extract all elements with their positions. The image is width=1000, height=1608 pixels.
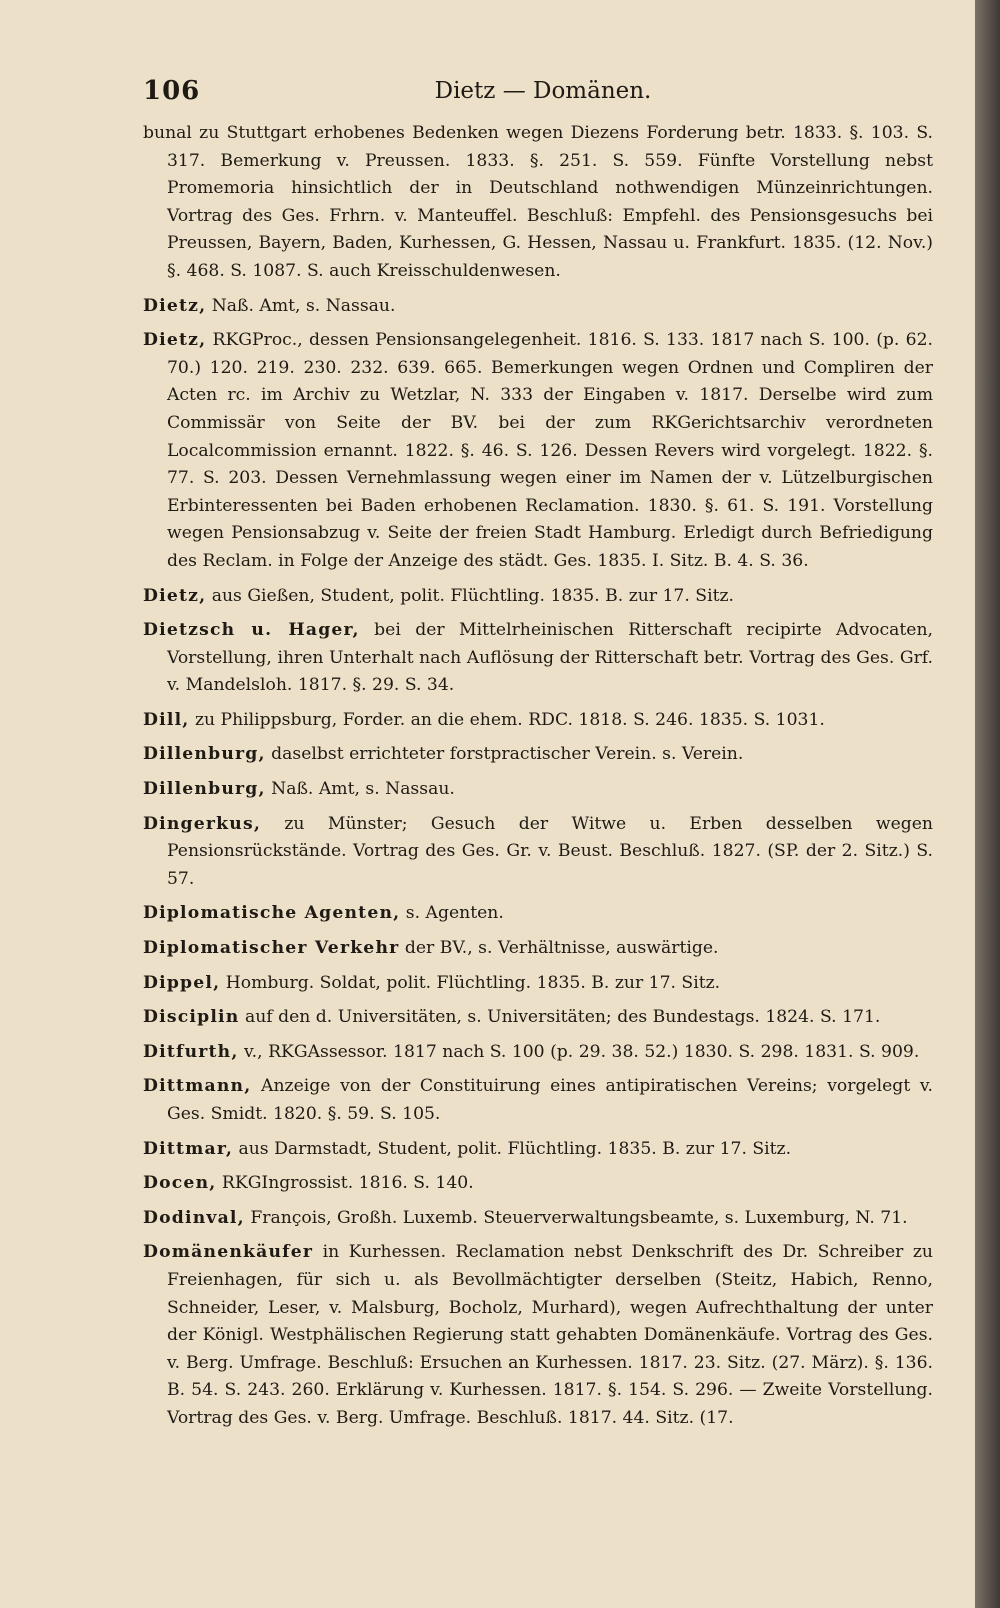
index-entry — [143, 811, 933, 894]
entry-text: Anzeige von der Constituirung eines antipiratischen Vereins; vorgelegt v. Ges. Smidt. 1820. §. 59. S. 105. — [167, 1076, 933, 1124]
index-entry — [143, 327, 933, 575]
entry-headword: Ditfurth, — [143, 1041, 239, 1062]
entry-text: bei der Mittelrheinischen Ritterschaft recipirte Advocaten, Vorstellung, ihren Unterhalt nach Auflösung der Ritterschaft betr. Vortrag des Ges. Grf. v. Mandelsloh. 1817. §. 29. S. 34. — [167, 620, 933, 696]
index-entries — [143, 120, 933, 1440]
page-header — [143, 70, 903, 110]
entry-headword: Dittmann, — [143, 1076, 252, 1097]
index-entry — [143, 617, 933, 700]
index-entry — [143, 120, 933, 286]
entry-headword: Diplomatische Agenten, — [143, 903, 401, 924]
entry-text: bunal zu Stuttgart erhobenes Bedenken wegen Diezens Forderung betr. 1833. §. 103. S. 317. Bemerkung v. Preussen. 1833. §. 251. S. 559. Fünfte Vorstellung nebst Promemoria hinsichtlich der in Deutschland nothwendigen Münzeinrichtungen. Vortrag des Ges. Frhrn. v. Manteuffel. Beschluß: Empfehl. des Pensionsgesuchs bei Preussen, Bayern, Baden, Kurhessen, G. Hessen, Nassau u. Frankfurt. 1835. (12. Nov.) §. 468. S. 1087. S. auch Kreisschuldenwesen. — [143, 123, 933, 281]
entry-headword: Dillenburg, — [143, 744, 266, 765]
index-entry — [143, 776, 933, 804]
index-entry — [143, 1205, 933, 1233]
index-entry — [143, 970, 933, 998]
index-entry — [143, 1136, 933, 1164]
page-edge-shadow — [975, 0, 1000, 1608]
entry-headword: Dietz, — [143, 585, 207, 606]
entry-text: zu Philippsburg, Forder. an die ehem. RDC. 1818. S. 246. 1835. S. 1031. — [189, 709, 825, 730]
entry-headword: Docen, — [143, 1173, 217, 1194]
entry-headword: Dillenburg, — [143, 779, 266, 800]
page-number: 106 — [143, 76, 201, 106]
entry-headword: Dittmar, — [143, 1138, 234, 1159]
entry-text: in Kurhessen. Reclamation nebst Denkschrift des Dr. Schreiber zu Freienhagen, für sich u. als Bevollmächtigter derselben (Steitz, Habich, Renno, Schneider, Leser, v. Malsburg, Bocholz, Murhard), wegen Aufrechthaltung der unter der Königl. Westphälischen Regierung statt gehabten Domänenkäufe. Vortrag des Ges. v. Berg. Umfrage. Beschluß: Ersuchen an Kurhessen. 1817. 23. Sitz. (27. März). §. 136. B. 54. S. 243. 260. Erklärung v. Kurhessen. 1817. §. 154. S. 296. — Zweite Vorstellung. Vortrag des Ges. v. Berg. Umfrage. Beschluß. 1817. 44. Sitz. (17. — [167, 1242, 933, 1428]
entry-text: aus Darmstadt, Student, polit. Flüchtling. 1835. B. zur 17. Sitz. — [233, 1138, 792, 1159]
entry-text: zu Münster; Gesuch der Witwe u. Erben desselben wegen Pensionsrückstände. Vortrag des Ges. Gr. v. Beust. Beschluß. 1827. (SP. der 2. Sitz.) S. 57. — [167, 813, 933, 889]
index-entry — [143, 1239, 933, 1432]
entry-headword: Dill, — [143, 709, 190, 730]
index-entry — [143, 900, 933, 928]
entry-headword: Dietzsch u. Hager, — [143, 620, 360, 641]
entry-text: v., RKGAssessor. 1817 nach S. 100 (p. 29. 38. 52.) 1830. S. 298. 1831. S. 909. — [238, 1041, 920, 1062]
entry-text: RKGProc., dessen Pensionsangelegenheit. 1816. S. 133. 1817 nach S. 100. (p. 62. 70.) 120. 219. 230. 232. 639. 665. Bemerkungen wegen Ordnen und Compliren der Acten rc. im Archiv zu Wetzlar, N. 333 der Eingaben v. 1817. Derselbe wird zum Commissär von Seite der BV. bei der zum RKGerichtsarchiv verordneten Localcommission ernannt. 1822. §. 46. S. 126. Dessen Revers wird vorgelegt. 1822. §. 77. S. 203. Dessen Vernehmlassung wegen einer im Namen der v. Lützelburgischen Erbinteressenten bei Baden erhobenen Reclamation. 1830. §. 61. S. 191. Vorstellung wegen Pensionsabzug v. Seite der freien Stadt Hamburg. Erledigt durch Befriedigung des Reclam. in Folge der Anzeige des städt. Ges. 1835. I. Sitz. B. 4. S. 36. — [167, 330, 933, 571]
entry-text: auf den d. Universitäten, s. Universitäten; des Bundestags. 1824. S. 171. — [239, 1007, 881, 1028]
entry-text: aus Gießen, Student, polit. Flüchtling. 1835. B. zur 17. Sitz. — [206, 585, 734, 606]
entry-headword: Dingerkus, — [143, 813, 262, 834]
index-entry — [143, 583, 933, 611]
entry-headword: Dippel, — [143, 972, 221, 993]
entry-headword: Diplomatischer Verkehr — [143, 938, 400, 959]
entry-text: daselbst errichteter forstpractischer Verein. s. Verein. — [265, 744, 744, 765]
entry-text: François, Großh. Luxemb. Steuerverwaltungsbeamte, s. Luxemburg, N. 71. — [244, 1207, 908, 1228]
entry-headword: Dodinval, — [143, 1207, 245, 1228]
index-entry — [143, 1170, 933, 1198]
entry-text: s. Agenten. — [400, 903, 504, 924]
index-entry — [143, 1039, 933, 1067]
entry-text: Homburg. Soldat, polit. Flüchtling. 1835. B. zur 17. Sitz. — [220, 972, 721, 993]
entry-headword: Domänenkäufer — [143, 1242, 314, 1263]
index-entry — [143, 707, 933, 735]
index-entry — [143, 1073, 933, 1128]
entry-headword: Dietz, — [143, 295, 207, 316]
index-entry — [143, 741, 933, 769]
index-entry — [143, 1004, 933, 1032]
index-entry — [143, 935, 933, 963]
entry-text: RKGIngrossist. 1816. S. 140. — [216, 1173, 474, 1194]
running-title: Dietz — Domänen. — [434, 78, 652, 104]
entry-headword: Disciplin — [143, 1007, 240, 1028]
entry-text: Naß. Amt, s. Nassau. — [206, 295, 396, 316]
entry-text: Naß. Amt, s. Nassau. — [265, 779, 455, 800]
entry-headword: Dietz, — [143, 330, 207, 351]
entry-text: der BV., s. Verhältnisse, auswärtige. — [399, 938, 719, 959]
index-entry — [143, 293, 933, 321]
